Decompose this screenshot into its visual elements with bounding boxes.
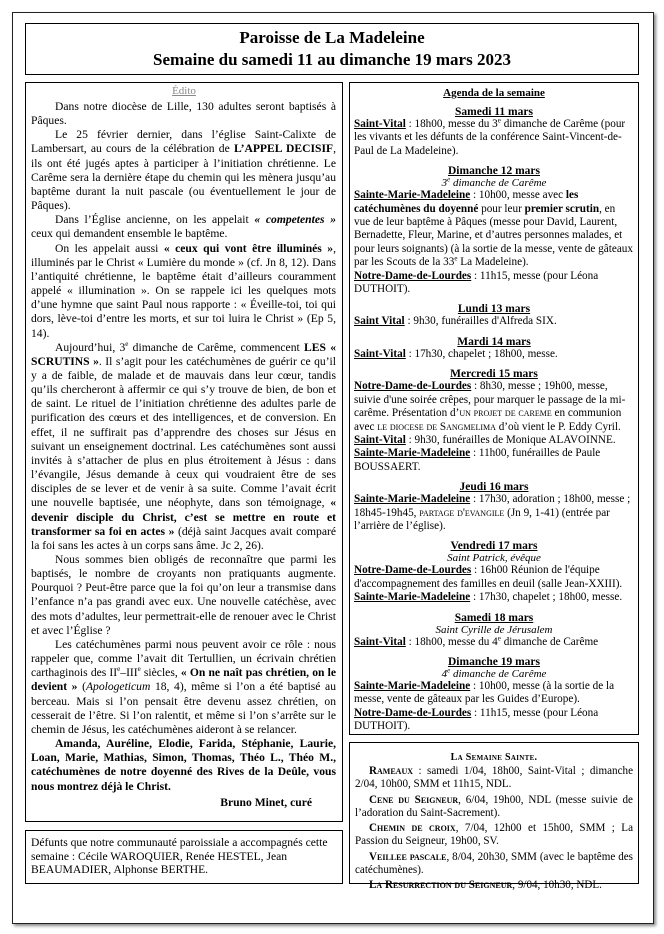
agenda-day-heading: Vendredi 17 mars	[450, 540, 538, 553]
edito-text	[31, 100, 336, 810]
semaine-sainte-entry: Cene du Seigneur, 6/04, 19h00, NDL (messe suivie de l’adoration du Saint-Sacrement).	[355, 793, 633, 819]
semaine-sainte-entry: Veillee pascale, 8/04, 20h30, SMM (avec le baptême des catéchumènes).	[355, 850, 633, 877]
semaine-sainte-title: La Semaine Sainte.	[450, 752, 538, 763]
agenda-entry: Saint Vital : 9h30, funérailles d'Alfreda SIX.	[354, 315, 557, 328]
agenda-liturgical-day: Saint Patrick, évêque	[447, 552, 541, 565]
edito-paragraph: On les appelait aussi « ceux qui vont être illuminés », illuminés par le Christ « Lumière du monde » (cf. Jn 8, 12). Dans l’antiquité chrétienne, le baptême était d’ailleurs couramment appelé « illumination ». On se rappele ici les quelques mots d’une hymne que saint Paul nous rapporte : « Éveille-toi, toi qui dors, lève-toi d’entre les morts, et sur toi luira le Christ » (Ep 5, 14).	[31, 241, 336, 340]
agenda-day-heading: Samedi 18 mars	[454, 611, 534, 624]
agenda-entry: Saint-Vital : 18h00, messe du 4e dimanche de Carême	[354, 633, 599, 648]
agenda-liturgical-day: 3e dimanche de Carême	[441, 175, 547, 190]
edito-paragraph: Les catéchumènes parmi nous peuvent avoir ce rôle : nous rappeler que, comme l’avait dit Tertullien, un écrivain chrétien carthaginois des IIe–IIIe siècles, « On ne naît pas chrétien, on le devient » (Apologeticum 18, 4), même si l’on a été baptisé au berceau. Mais si l’on pensait être devenu assez chrétien, on cesserait de l’être. Si l’on ralentit, et même si l’on s’arrête sur le chemin de Jésus, les catéchumènes aideront à se relancer.	[31, 637, 336, 736]
agenda-entry: Notre-Dame-de-Lourdes : 11h15, messe (pour Léona DUTHOIT).	[354, 706, 599, 733]
agenda-liturgical-day: 4e dimanche de Carême	[441, 666, 547, 680]
agenda-day-heading: Samedi 11 mars	[455, 106, 533, 118]
agenda-entry: Saint-Vital : 9h30, funérailles de Monique ALAVOINNE.	[354, 433, 616, 446]
agenda-liturgical-day: Saint Cyrille de Jérusalem	[435, 623, 553, 636]
agenda-day-heading: Dimanche 19 mars	[448, 655, 540, 668]
agenda-entry: Saint-Vital : 18h00, messe du 3e dimanche de Carême (pour les vivants et les défunts de la conférence Saint-Vincent-de-Paul de La Madeleine).	[354, 116, 626, 157]
agenda-entry: Notre-Dame-de-Lourdes : 11h15, messe (pour Léona DUTHOIT).	[354, 269, 599, 296]
agenda-entry: Sainte-Marie-Madeleine : 11h00, funérailles de Paule BOUSSAERT.	[354, 447, 601, 473]
agenda-day-heading: Dimanche 12 mars	[448, 165, 540, 178]
edito-paragraph: Dans l’Église ancienne, on les appelait « competentes » ceux qui demandent ensemble le baptême.	[31, 213, 336, 241]
edito-signature: Bruno Minet, curé	[220, 795, 312, 809]
agenda-day-heading: Lundi 13 mars	[457, 303, 531, 316]
page-header	[25, 23, 639, 75]
agenda-entry: Saint-Vital : 17h30, chapelet ; 18h00, messe.	[354, 347, 558, 360]
edito-title: Édito	[172, 85, 196, 97]
agenda-entry: Sainte-Marie-Madeleine : 17h30, adoration ; 18h00, messe ; 18h45-19h45, partage d'evangile (Jn 9, 1-41) (entrée par l’arrière de l’église).	[354, 493, 631, 532]
agenda-title: Agenda de la semaine	[443, 87, 545, 99]
parish-title: Paroisse de La Madeleine	[239, 28, 425, 47]
semaine-sainte-entry: Chemin de croix, 7/04, 12h00 et 15h00, SMM ; La Passion du Seigneur, 19h00, SV.	[355, 822, 633, 848]
edito-section	[25, 82, 343, 822]
semaine-sainte-entry: Rameaux : samedi 1/04, 18h00, Saint-Vital ; dimanche 2/04, 10h00, SMM et 11h15, NDL.	[355, 765, 633, 791]
semaine-sainte-section	[349, 742, 639, 892]
edito-paragraph: Nous sommes bien obligés de reconnaître que parmi les baptisés, le nombre de croyants non pratiquants augmente. Pourquoi ? Peut-être parce que la foi qu’on leur a transmise dans l’enfance n’a pas grandi avec eux. Une nouvelle catéchèse, avec des mots d’adultes, leur permettrait-elle de renouer avec le Christ et avec l’Église ?	[31, 553, 336, 637]
week-subtitle: Semaine du samedi 11 au dimanche 19 mars 2023	[153, 50, 511, 69]
agenda-day-heading: Mercredi 15 mars	[450, 368, 538, 381]
agenda-entry: Notre-Dame-de-Lourdes : 8h30, messe ; 19h00, messe, suivie d'une soirée crêpes, pour marquer le passage de la mi-carême. Présentation d’un projet de careme en communion avec le diocese de Sangmelima d’où vient le P. Eddy Cyril.	[354, 380, 626, 433]
edito-paragraph: Amanda, Auréline, Elodie, Farida, Stéphanie, Laurie, Loan, Marie, Mathias, Simon, Thomas, Théo L., Théo M., catéchumènes de notre doyenné des Rives de la Deûle, vous nous montrez déjà le Christ.	[31, 737, 336, 793]
agenda-entry: Sainte-Marie-Madeleine : 10h00, messe avec les catéchumènes du doyenné pour leur premier scrutin, en vue de leur baptême à Pâques (messe pour David, Laurent, Bernadette, Fleur, Marine, et d’autres personnes malades, et pour leurs soignants) (à la sortie de la messe, vente de gâteaux par les Scouts de la 33e La Madeleine).	[354, 189, 633, 269]
semaine-sainte-entry: La Resurrection du Seigneur, 9/04, 10h30, NDL.	[369, 879, 602, 892]
agenda-entry: Sainte-Marie-Madeleine : 17h30, chapelet ; 18h00, messe.	[354, 591, 623, 604]
defunts-text: Défunts que notre communauté paroissiale a accompagnés cette semaine : Cécile WAROQUIER, Renée HESTEL, Jean BEAUMADIER, Alphonse BERTHE.	[31, 836, 328, 876]
agenda-section	[349, 82, 639, 735]
agenda-day-heading: Mardi 14 mars	[457, 335, 531, 348]
edito-paragraph: Dans notre diocèse de Lille, 130 adultes seront baptisés à Pâques.	[31, 100, 336, 128]
agenda-entry: Sainte-Marie-Madeleine : 10h00, messe (à la sortie de la messe, vente de gâteaux par les Guides d’Europe).	[354, 679, 615, 706]
edito-paragraph: Le 25 février dernier, dans l’église Saint-Calixte de Lambersart, au cours de la célébration de L’APPEL DECISIF, ils ont été jugés aptes à participer à l’initiation chrétienne. Le Carême sera la dernière étape du chemin qui les mènera jusqu’au baptême durant la nuit pascale (ou éventuellement le jour de Pâques).	[31, 128, 336, 213]
defunts-section	[25, 830, 343, 884]
agenda-entry: Notre-Dame-de-Lourdes : 16h00 Réunion de l'équipe d'accompagnement des familles en deuil (salle Jean-XXIII).	[354, 564, 623, 590]
agenda-day-heading: Jeudi 16 mars	[459, 481, 529, 494]
edito-paragraph: Aujourd’hui, 3e dimanche de Carême, commencent LES « SCRUTINS ». Il s’agit pour les catéchumènes de guérir ce qu’il y a de faible, de malade et de mauvais dans leur cœur, tandis qu’ils chercheront à affermir ce qui s’y trouve de bien, de bon et de saint. Le rituel de l’initiation chrétienne des adultes parle de purification des cœurs et des intelligences, et de conversion. En effet, il ne suffirait pas d’apprendre des choses sur Jésus en suivant un enseignement doctrinal. Les catéchumènes sont aussi invités à s’attacher de plus en plus étroitement à Jésus : dans l’évangile, Jésus demande à ceux qui voudraient être de ses disciples de se lever et de venir à sa suite. Comme l’avait écrit une nouvelle baptisée, une néophyte, dans son témoignage, « devenir disciple du Christ, c’est se mettre en route et transformer sa foi en actes » (déjà saint Jacques avait comparé la foi sans les actes à un corps sans âme. Jc 2, 26).	[31, 339, 336, 552]
